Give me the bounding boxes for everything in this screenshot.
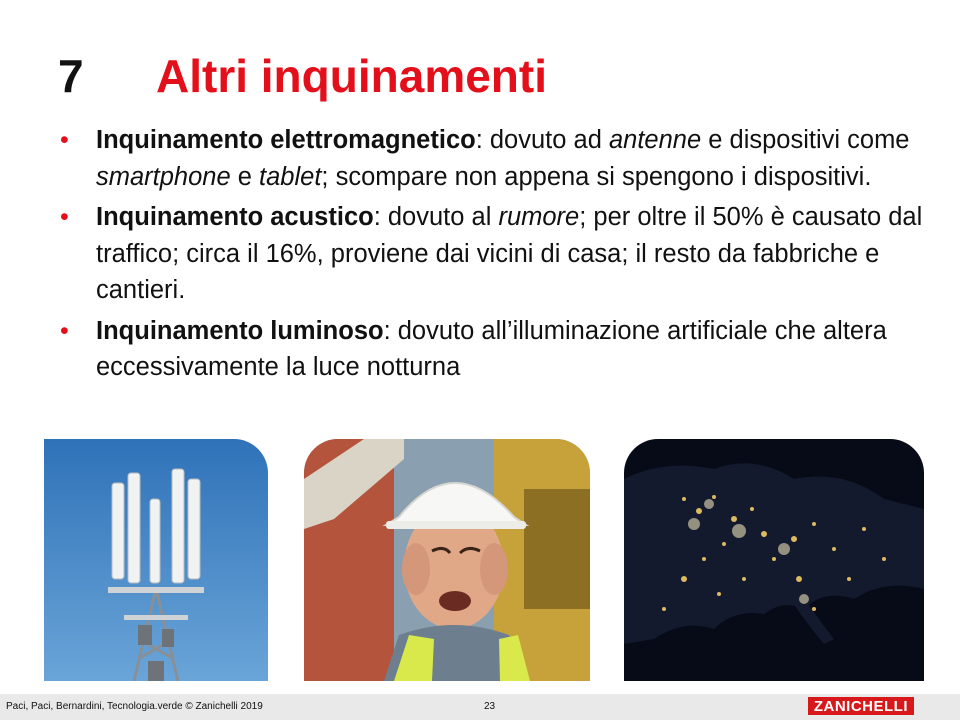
bullet-dot: •: [60, 126, 69, 154]
slide-title-text: Altri inquinamenti: [156, 50, 547, 102]
bullet-italic-text: antenne: [608, 126, 702, 154]
footer-bar: [0, 694, 960, 720]
page-number: 23: [484, 701, 496, 712]
bullet-dot: •: [60, 203, 69, 231]
worker-noise-image: [304, 439, 590, 681]
bullet-term: Inquinamento acustico: [96, 203, 374, 231]
zanichelli-logo: ZANICHELLI: [808, 697, 914, 715]
bullet-plain-text: ; scompare non appena si spengono i dispositivi.: [321, 162, 872, 191]
footer-credit: Paci, Paci, Bernardini, Tecnologia.verde © Zanichelli 2019: [6, 701, 263, 712]
bullet-list: [58, 122, 938, 390]
bullet-plain-text: : dovuto all’illuminazione artificiale che altera eccessivamente la luce notturna: [96, 316, 887, 381]
bullet-plain-text: ; per oltre il 50% è causato dal traffico; circa il 16%, proviene dai vicini di casa; il resto da fabbriche e cantieri.: [96, 203, 923, 304]
europe-night-image: [624, 439, 924, 681]
bullet-plain-text: e dispositivi come: [701, 126, 910, 154]
slide-title: [58, 46, 547, 106]
bullet-plain-text: : dovuto ad: [475, 126, 609, 154]
bullet-italic-text: smartphone: [96, 162, 231, 191]
bullet-dot: •: [60, 316, 69, 345]
antenna-tower-image: [44, 439, 268, 681]
bullet-italic-text: tablet: [259, 162, 322, 191]
bullet-term: Inquinamento luminoso: [96, 316, 384, 345]
slide-number: 7: [58, 50, 84, 102]
image-strip: [0, 439, 960, 681]
bullet-plain-text: e: [230, 162, 260, 191]
bullet-item: [58, 199, 938, 309]
bullet-item: [58, 122, 938, 195]
bullet-term: Inquinamento elettromagnetico: [96, 126, 476, 154]
bullet-item: [58, 313, 938, 386]
bullet-italic-text: rumore: [498, 203, 580, 231]
bullet-plain-text: : dovuto al: [373, 203, 499, 231]
